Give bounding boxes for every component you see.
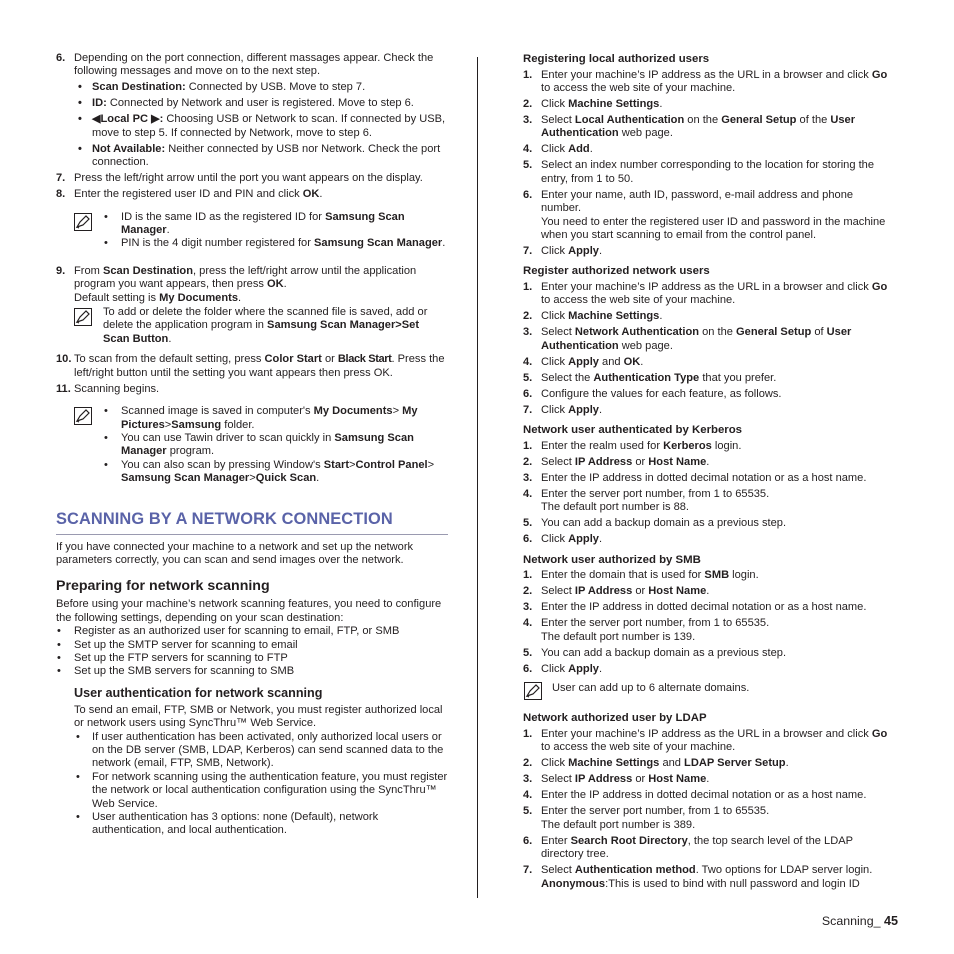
step-item: 3. Enter the IP address in dotted decimal notation or as a host name. (523, 601, 867, 614)
list-item: • For network scanning using the authentication feature, you must register the network or local authentication configuration using the SyncThru™ Web Service. (76, 770, 448, 810)
step-number: 5. (523, 646, 533, 659)
step-number: 6. (523, 188, 533, 201)
note-item: • PIN is the 4 digit number registered for Samsung Scan Manager. (104, 237, 446, 250)
step-number: 2. (523, 98, 533, 110)
right-column (523, 52, 895, 891)
note-icon (74, 213, 92, 231)
step-number: 3. (523, 471, 533, 484)
bullet-local-pc: • ◀Local PC ▶: Choosing USB or Network to scan. If connected by USB, move to step 5. If connected by Network, move to step 6. (78, 113, 446, 139)
preparing-title: Preparing for network scanning (56, 578, 270, 595)
list-item: • Register as an authorized user for scanning to email, FTP, or SMB (57, 625, 400, 638)
section-intro: If you have connected your machine to a network and set up the network parameters correctly, you can scan and send images over the network. (56, 540, 414, 566)
step-item: 2. Select IP Address or Host Name. (523, 585, 710, 598)
step-6 (56, 52, 448, 170)
list-item: • Set up the SMB servers for scanning to SMB (57, 665, 295, 678)
step-item: 3. Select Network Authentication on the General Setup of User Authentication web page. (523, 326, 852, 352)
local-users-steps (523, 69, 895, 259)
list-item: • User authentication has 3 options: none (Default), network authentication, and local authentication. (76, 811, 379, 837)
step-number: 6. (523, 387, 533, 400)
step-item: 2. Click Machine Settings. (523, 310, 663, 323)
step-item: 2. Click Machine Settings and LDAP Server Setup. (523, 757, 789, 770)
step-number: 1. (523, 439, 533, 452)
footer-label: Scanning_ (821, 914, 881, 928)
step-number: 6. (523, 533, 533, 546)
section-title: SCANNING BY A NETWORK CONNECTION (56, 509, 393, 528)
step-11: 11. Scanning begins. (56, 382, 160, 395)
left-column (56, 52, 448, 838)
step-number: 3. (523, 773, 533, 786)
step-number: 4. (523, 143, 533, 156)
step-number: 6. (523, 662, 533, 675)
step-item: 1. Enter your machine’s IP address as the URL in a browser and click Go to access the web site of your machine. (523, 68, 888, 94)
step-item: 5. You can add a backup domain as a previous step. (523, 646, 787, 659)
step-number: 6. (523, 834, 533, 847)
step-item: 6. Enter your name, auth ID, password, e-mail address and phone number. You need to enter the registered user ID and password in the machine when you start scanning to email from the control panel. (523, 188, 886, 242)
step-item: 4. Enter the IP address in dotted decimal notation or as a host name. (523, 789, 867, 802)
step-item: 3. Enter the IP address in dotted decimal notation or as a host name. (523, 471, 867, 484)
page-number: 45 (880, 914, 898, 928)
note-icon (74, 407, 92, 425)
step-item: 4. Click Apply and OK. (523, 355, 644, 368)
step-number: 2. (523, 757, 533, 770)
step-number: 3. (523, 601, 533, 614)
note-item: • You can use Tawin driver to scan quickly in Samsung Scan Manager program. (104, 431, 414, 458)
step-item: 6. Configure the values for each feature, as follows. (523, 387, 782, 400)
ldap-steps (523, 728, 895, 891)
step-item: 1. Enter your machine’s IP address as the URL in a browser and click Go to access the web site of your machine. (523, 281, 888, 307)
note-folder: To add or delete the folder where the scanned file is saved, add or delete the application program in Samsung Scan Manager>Set Scan Button. (56, 306, 448, 346)
preparing-intro: Before using your machine’s network scanning features, you need to configure the following settings, depending on your scan destination: (56, 598, 442, 624)
step-number: 1. (523, 281, 533, 294)
kerberos-steps (523, 440, 895, 547)
step-item: 4. Click Add. (523, 143, 593, 156)
smb-steps (523, 569, 895, 676)
step-8: 8. Enter the registered user ID and PIN and click OK. (56, 188, 323, 201)
step-item: 3. Select IP Address or Host Name. (523, 773, 710, 786)
step-item: 4. Enter the server port number, from 1 to 65535. The default port number is 139. (523, 617, 770, 643)
preparing-list (56, 625, 448, 679)
network-users-title: Register authorized network users (523, 265, 710, 278)
step-item: 5. Select an index number corresponding to the location for storing the entry, from 1 to 50. (523, 159, 875, 185)
network-users-steps (523, 281, 895, 417)
column-divider (477, 57, 478, 898)
step-item: 1. Enter the realm used for Kerberos login. (523, 439, 742, 452)
step-item: 2. Select IP Address or Host Name. (523, 455, 710, 468)
step-item: 5. You can add a backup domain as a previous step. (523, 517, 787, 530)
list-item: • If user authentication has been activated, only authorized local users or on the DB server (SMB, LDAP, Kerberos) can send scanned data to the network (email, FTP, SMB, Network). (76, 730, 444, 770)
auth-title: User authentication for network scanning (74, 685, 323, 700)
step-item: 7. Click Apply. (523, 245, 603, 258)
list-item: • Set up the SMTP server for scanning to email (57, 638, 298, 651)
note-scanned-image (56, 405, 448, 485)
step-10: 10. To scan from the default setting, press Color Start or Black Start. Press the left/right button until the setting you want appears then press OK. (56, 353, 445, 379)
kerberos-title: Network user authenticated by Kerberos (523, 424, 743, 437)
step-item: 7. Select Authentication method. Two options for LDAP server login. Anonymous:This is used to bind with null password and login ID (523, 864, 873, 890)
note-icon (524, 682, 542, 700)
bullet-not-available: • Not Available: Neither connected by USB nor Network. Check the port connection. (78, 142, 441, 169)
step-number: 3. (523, 114, 533, 126)
list-item: • Set up the FTP servers for scanning to FTP (57, 651, 288, 664)
step-number: 1. (523, 569, 533, 582)
local-users-title: Registering local authorized users (523, 53, 710, 65)
step-item: 3. Select Local Authentication on the General Setup of the User Authentication web page. (523, 114, 856, 140)
step-number: 2. (523, 310, 533, 323)
step-number: 1. (523, 68, 533, 81)
step-item: 1. Enter the domain that is used for SMB login. (523, 569, 759, 582)
section-rule (56, 534, 448, 535)
step-number: 5. (523, 371, 533, 384)
step-number: 4. (523, 617, 533, 630)
step-number: 2. (523, 585, 533, 598)
step-number: 5. (523, 159, 533, 172)
step-number: 6. (56, 52, 66, 64)
note-smb-domains: User can add up to 6 alternate domains. (523, 682, 895, 695)
step-7: 7. Press the left/right arrow until the port you want appears on the display. (56, 172, 423, 185)
step-number: 7. (523, 864, 533, 877)
step-number: 5. (523, 517, 533, 530)
note-id-pin (56, 211, 448, 251)
step-number: 2. (523, 455, 533, 468)
step-item: 2. Click Machine Settings. (523, 98, 663, 110)
step-item: 6. Click Apply. (523, 533, 603, 546)
page-footer (822, 914, 898, 928)
step-number: 5. (523, 805, 533, 818)
auth-list (56, 731, 448, 838)
step-number: 3. (523, 326, 533, 339)
step-item: 6. Click Apply. (523, 662, 603, 675)
step-number: 4. (523, 487, 533, 500)
note-item: • Scanned image is saved in computer's My Documents> My Pictures>Samsung folder. (104, 405, 418, 431)
ldap-title: Network authorized user by LDAP (523, 712, 707, 725)
note-item: • You can also scan by pressing Window's Start>Control Panel> Samsung Scan Manager>Quick Scan. (104, 458, 435, 485)
step-9: 9. From Scan Destination, press the left/right arrow until the application program you want appears, then press OK. Default setting is My Documents. (56, 264, 417, 304)
step-item: 5. Enter the server port number, from 1 to 65535. The default port number is 389. (523, 805, 770, 831)
step-number: 4. (523, 789, 533, 802)
step-number: 7. (523, 245, 533, 258)
step-item: 4. Enter the server port number, from 1 to 65535. The default port number is 88. (523, 487, 770, 514)
note-item: • ID is the same ID as the registered ID for Samsung Scan Manager. (104, 210, 405, 237)
bullet-id: • ID: Connected by Network and user is registered. Move to step 6. (78, 97, 414, 110)
note-icon (74, 308, 92, 326)
step-number: 1. (523, 728, 533, 741)
step-item: 5. Select the Authentication Type that you prefer. (523, 371, 777, 384)
step-item: 1. Enter your machine’s IP address as the URL in a browser and click Go to access the web site of your machine. (523, 728, 888, 754)
step-text: Depending on the port connection, different massages appear. Check the following messages and move on to the next step. (74, 52, 434, 78)
bullet-scan-destination: • Scan Destination: Connected by USB. Move to step 7. (78, 81, 366, 94)
step-item: 7. Click Apply. (523, 403, 603, 416)
auth-intro: To send an email, FTP, SMB or Network, you must register authorized local or network users using SyncThru™ Web Service. (74, 703, 443, 730)
smb-title: Network user authorized by SMB (523, 553, 701, 566)
step-item: 6. Enter Search Root Directory, the top search level of the LDAP directory tree. (523, 834, 853, 861)
step-number: 7. (523, 403, 533, 416)
step-number: 4. (523, 355, 533, 368)
